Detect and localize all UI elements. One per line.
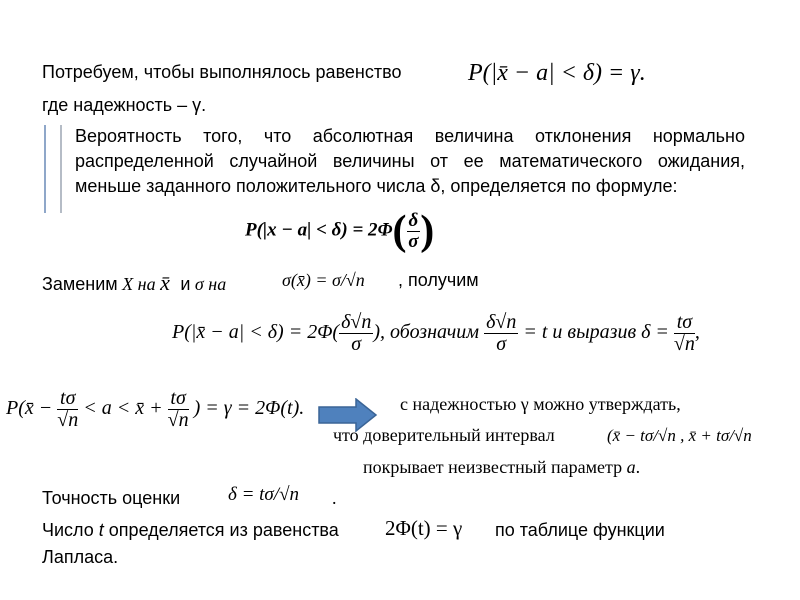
number-line-post: по таблице функции bbox=[495, 520, 665, 540]
right-text-line2: что доверительный интервал bbox=[333, 425, 555, 445]
right-text-line1: с надежностью γ можно утверждать, bbox=[400, 394, 681, 414]
laplace-text: Лапласа. bbox=[42, 547, 119, 567]
formula-big-part2: ), обозначим bbox=[373, 321, 480, 344]
formula-big-frac2 bbox=[484, 312, 518, 355]
number-line-mid: определяется из равенства bbox=[103, 520, 339, 540]
formula-big-frac1-num: δ√n bbox=[341, 311, 372, 333]
replace-na2: на bbox=[208, 274, 227, 294]
formula-interval-frac2-den: √n bbox=[167, 409, 189, 431]
require-text: Потребуем, чтобы выполнялось равенство bbox=[42, 62, 402, 82]
replace-sigma: σ bbox=[194, 274, 204, 294]
formula-big-frac1-den: σ bbox=[351, 333, 362, 355]
formula-interval bbox=[6, 388, 304, 431]
formula-interval-frac2 bbox=[168, 388, 189, 431]
formula-big-part4: , bbox=[694, 321, 700, 344]
formula-laplace-fraction bbox=[407, 211, 421, 252]
replace-prefix: Заменим bbox=[42, 274, 118, 294]
replace-suffix: , получим bbox=[398, 270, 479, 290]
formula-big-frac3-num: tσ bbox=[674, 312, 695, 334]
replace-formula: σ(x̄) = σ/√n bbox=[282, 270, 365, 290]
formula-big bbox=[172, 312, 700, 355]
formula-interval-part2: < a < x̄ + bbox=[83, 397, 163, 420]
replace-X: X bbox=[122, 274, 134, 294]
formula-interval-frac1-den: √n bbox=[57, 409, 79, 431]
right-text-line3 bbox=[363, 457, 640, 478]
formula-interval-frac1-num: tσ bbox=[57, 388, 78, 410]
formula-big-part3: = t и выразив δ = bbox=[523, 321, 669, 344]
formula-interval-part3: ) = γ = 2Φ(t). bbox=[193, 397, 305, 420]
formula-probability-text: P(|x̄ − a| < δ) = γ. bbox=[468, 60, 646, 86]
accuracy-formula: δ = tσ/√n bbox=[228, 484, 300, 505]
formula-big-frac3 bbox=[674, 312, 695, 355]
formula-probability bbox=[468, 60, 646, 87]
formula-laplace-left: P(|x − a| < δ) = 2Φ bbox=[245, 219, 393, 241]
vertical-bar-blue bbox=[44, 125, 46, 213]
definition-paragraph: Вероятность того, что абсолютная величина отклонения нормально распределенной случайной величины от ее математического ожидания, меньше заданного положительного числа δ, определяется по формуле: bbox=[75, 126, 745, 196]
fraction-numerator: δ bbox=[408, 209, 419, 231]
formula-big-part1: P(|x̄ − a| < δ) = 2Φ( bbox=[172, 321, 340, 344]
reliability-text: где надежность – γ. bbox=[42, 95, 207, 115]
right-text-line3-param: a bbox=[626, 457, 636, 477]
replace-line bbox=[42, 270, 226, 296]
vertical-bar-gray bbox=[60, 125, 62, 213]
interval-formula: (x̄ − tσ/√n , x̄ + tσ/√n bbox=[607, 426, 752, 445]
number-line-formula: 2Φ(t) = γ bbox=[385, 516, 463, 540]
replace-na1: на bbox=[137, 274, 156, 294]
formula-big-frac1 bbox=[339, 312, 373, 355]
right-text-line3-pre: покрывает неизвестный параметр bbox=[363, 457, 627, 477]
formula-big-frac3-den: √n bbox=[673, 333, 695, 355]
formula-interval-part1: P(x̄ − bbox=[6, 397, 53, 420]
number-line bbox=[42, 520, 339, 541]
number-line-pre: Число bbox=[42, 520, 99, 540]
fraction-denominator: σ bbox=[408, 230, 419, 252]
formula-interval-frac2-num: tσ bbox=[168, 388, 189, 410]
accuracy-label: Точность оценки bbox=[42, 488, 181, 508]
formula-laplace: P(|x − a| < δ) = 2Φ( $\frac{\delta}{\sigma}$ ) bbox=[245, 208, 435, 254]
right-text-line3-post: . bbox=[635, 457, 641, 477]
formula-big-frac2-num: δ√n bbox=[486, 311, 517, 333]
accuracy-tail: . bbox=[332, 488, 337, 508]
number-line-t: t bbox=[98, 520, 104, 540]
replace-xbar: x̄ bbox=[160, 270, 170, 295]
replace-and: и bbox=[180, 274, 191, 294]
formula-interval-frac1 bbox=[57, 388, 78, 431]
formula-big-frac2-den: σ bbox=[496, 333, 507, 355]
